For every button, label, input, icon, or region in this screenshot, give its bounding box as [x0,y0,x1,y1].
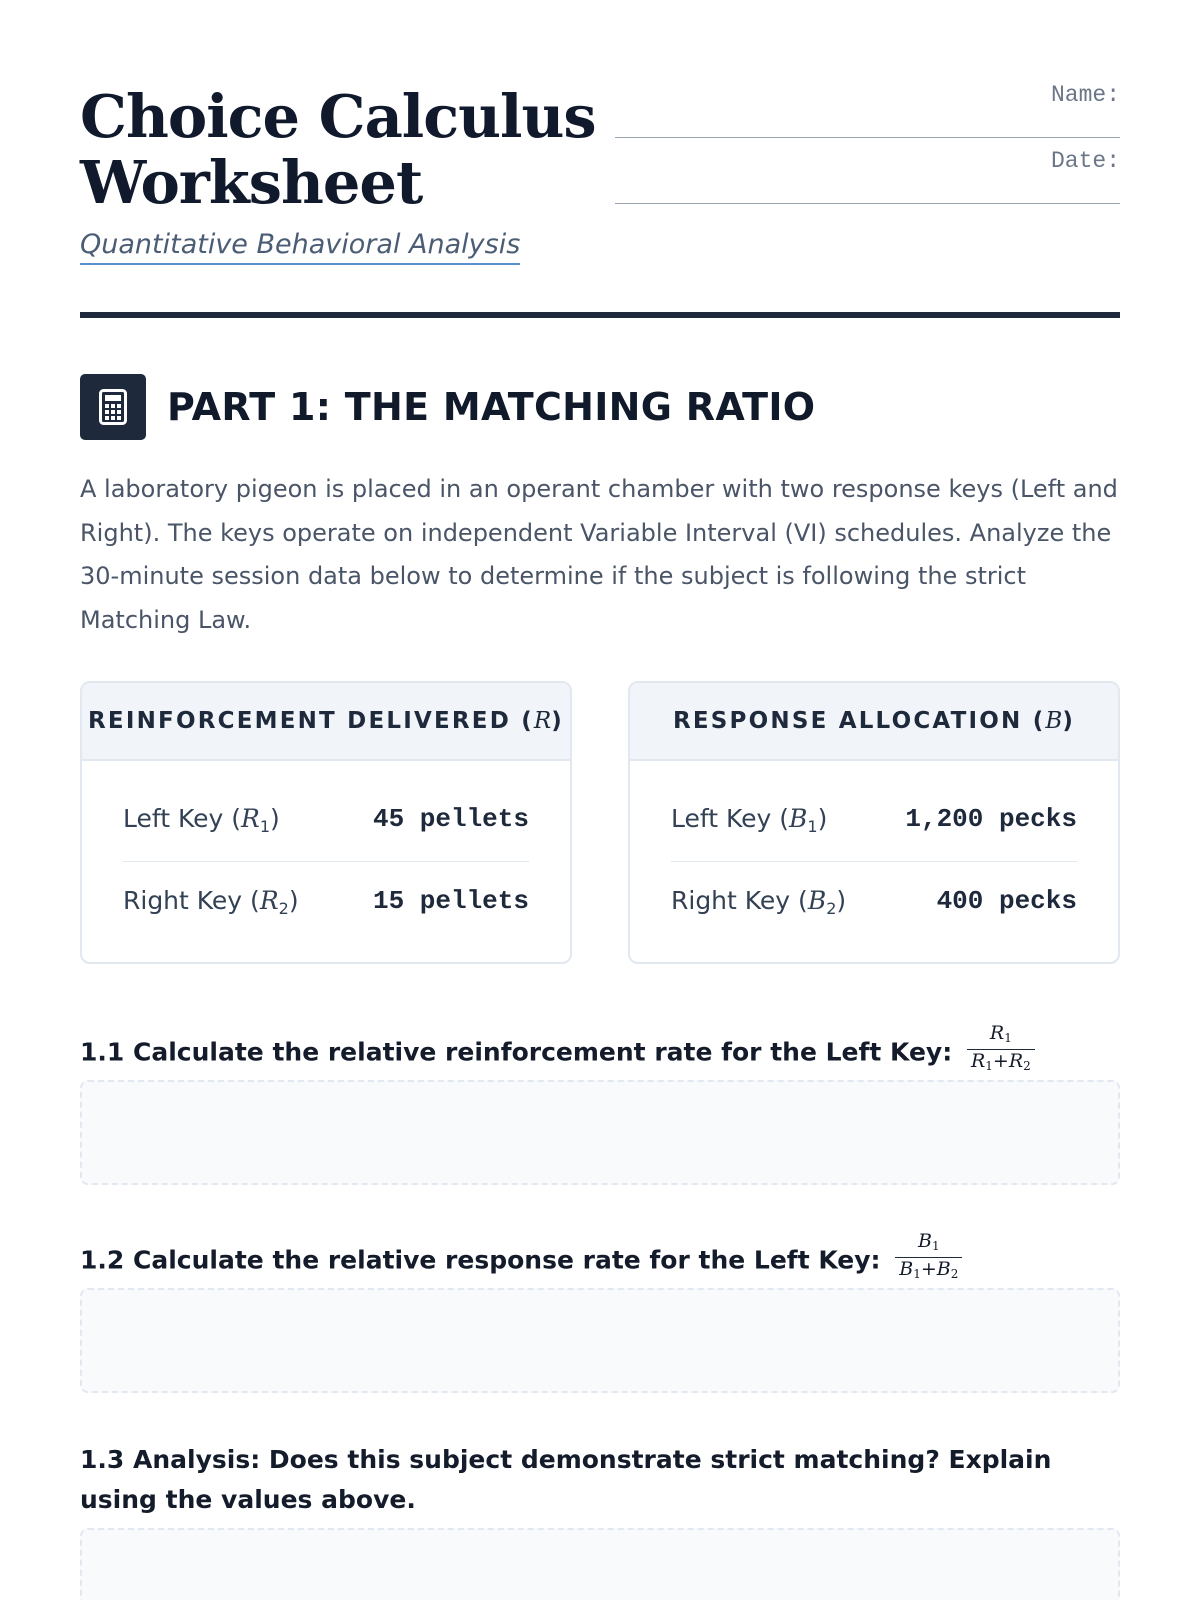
row-value: 1,200 pecks [905,804,1077,834]
title-line-2: Worksheet [80,148,423,217]
formula-fraction: $\frac{B1}{B1+B2}$ [895,1230,962,1285]
row-label: Left Key $(B_1)$ [671,804,828,836]
question-1-3: 1.3 Analysis: Does this subject demonstrate strict matching? Explain using the values above. [80,1445,1052,1514]
part-1-title: PART 1: THE MATCHING RATIO [167,385,816,429]
header [80,78,1120,278]
formula-fraction: $\frac{R1}{R1+R2}$ [967,1022,1035,1077]
row-value: 45 pellets [372,804,529,834]
reinforcement-row-right [123,862,529,944]
response-card-header: RESPONSE ALLOCATION (B) [630,683,1118,761]
row-value: 15 pellets [372,886,529,916]
name-label: Name: [1050,82,1120,108]
page-subtitle: Quantitative Behavioral Analysis [80,228,520,265]
title-line-1: Choice Calculus [80,82,596,151]
response-row-left [671,780,1077,862]
reinforcement-row-left [123,780,529,862]
question-1-2: 1.2 Calculate the relative response rate for the Left Key: $\frac{B1}{B1+B2}$ [80,1234,1120,1289]
header-divider [80,312,1120,318]
name-field[interactable] [615,78,1120,138]
row-value: 400 pecks [936,886,1077,916]
part-1-heading [80,374,1120,440]
reinforcement-card [80,681,572,964]
worksheet-page [80,0,1120,1600]
date-label: Date: [1050,148,1120,174]
response-card [628,681,1120,964]
question-1-1: 1.1 Calculate the relative reinforcement rate for the Left Key: $\frac{R1}{R1+R2}$ [80,1026,1120,1081]
calculator-icon [80,374,146,440]
row-label: Right Key $(B_2)$ [671,886,847,918]
date-field[interactable] [615,144,1120,204]
part-1-intro: A laboratory pigeon is placed in an operant chamber with two response keys (Left and Right). The keys operate on independent Variable Interval (VI) schedules. Analyze the 30-minute session data below to determine if the subject is following the strict Matching Law. [80,475,1118,634]
response-row-right [671,862,1077,944]
answer-box-1-3[interactable] [80,1528,1120,1600]
row-label: Left Key $(R_1)$ [123,804,280,836]
page-title [80,84,600,216]
reinforcement-card-header: REINFORCEMENT DELIVERED (R) [82,683,570,761]
row-label: Right Key $(R_2)$ [123,886,299,918]
answer-box-1-2[interactable] [80,1288,1120,1393]
calculator-icon-glyph [99,389,127,425]
answer-box-1-1[interactable] [80,1080,1120,1185]
